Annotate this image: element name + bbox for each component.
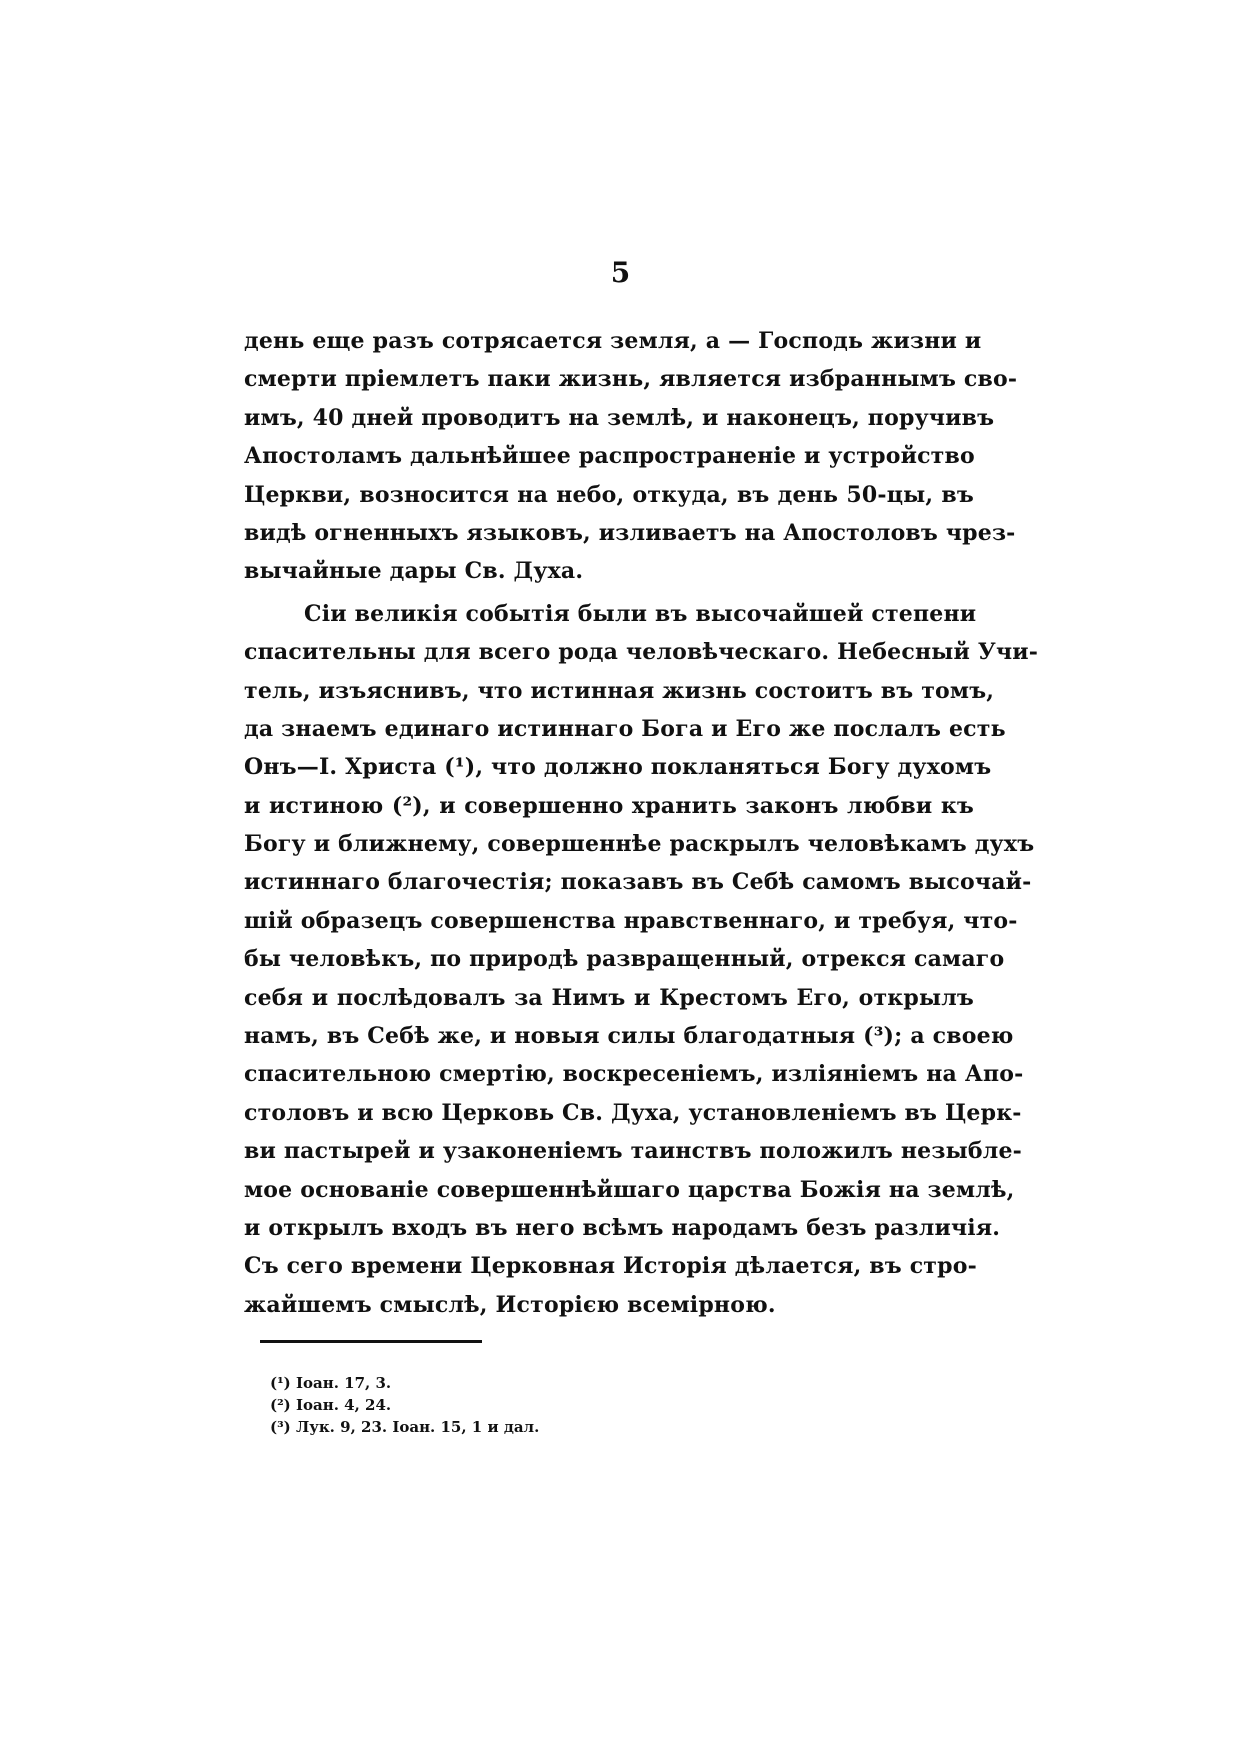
text-line: Съ сего времени Церковная Исторія дѣлается, въ стро- [244,1253,977,1280]
page-number: 5 [610,256,631,289]
text-line: шій образецъ совершенства нравственнаго, и требуя, что- [244,907,1018,934]
text-line: Апостоламъ дальнѣйшее распространеніе и устройство [244,443,975,470]
text-line: намъ, въ Себѣ же, и новыя силы благодатныя (³); а своею [244,1023,1014,1050]
text-line: тель, изъяснивъ, что истинная жизнь состоитъ въ томъ, [244,677,995,704]
text-line: ви пастырей и узаконеніемъ таинствъ положилъ незыбле- [244,1138,1022,1165]
text-line: день еще разъ сотрясается земля, а — Господь жизни и [244,328,982,354]
text-line: себя и послѣдовалъ за Нимъ и Крестомъ Его, открылъ [244,984,974,1011]
footnote: (²) Іоан. 4, 24. [270,1396,392,1414]
text-line: Церкви, возносится на небо, откуда, въ день 50-цы, въ [244,481,974,508]
text-line: вычайные дары Св. Духа. [244,558,584,585]
text-line: видѣ огненныхъ языковъ, изливаетъ на Апостоловъ чрез- [244,519,1016,546]
footnote-separator [260,1340,482,1343]
text-line: смерти пріемлетъ паки жизнь, является избраннымъ сво- [244,366,1018,393]
text-line: спасительною смертію, воскресеніемъ, изліяніемъ на Апо- [244,1061,1024,1088]
text-line: Онъ—І. Христа (¹), что должно покланяться Богу духомъ [244,754,992,781]
text-line: истиннаго благочестія; показавъ въ Себѣ самомъ высочай- [244,869,1032,896]
text-line: жайшемъ смыслѣ, Исторією всемірною. [244,1291,776,1318]
footnote: (³) Лук. 9, 23. Іоан. 15, 1 и дал. [270,1418,540,1436]
text-line: имъ, 40 дней проводитъ на землѣ, и наконецъ, поручивъ [244,404,995,431]
text-line: бы человѣкъ, по природѣ развращенный, отрекся самаго [244,946,1005,973]
text-line: мое основаніе совершеннѣйшаго царства Божія на землѣ, [244,1176,1015,1203]
text-line: Богу и ближнему, совершеннѣе раскрылъ человѣкамъ духъ [244,831,1035,858]
text-line: и истиною (²), и совершенно хранить законъ любви къ [244,792,974,819]
text-line: столовъ и всю Церковь Св. Духа, установленіемъ въ Церк- [244,1099,1022,1126]
text-line: Сіи великія событія были въ высочайшей степени [304,600,977,627]
main-text [244,322,1039,1324]
footnotes [270,1372,670,1438]
text-line: и открылъ входъ въ него всѣмъ народамъ безъ различія. [244,1214,1001,1241]
text-line: да знаемъ единаго истиннаго Бога и Его же послалъ есть [244,715,1006,742]
footnote: (¹) Іоан. 17, 3. [270,1374,392,1392]
text-line: спасительны для всего рода человѣческаго. Небесный Учи- [244,639,1039,666]
